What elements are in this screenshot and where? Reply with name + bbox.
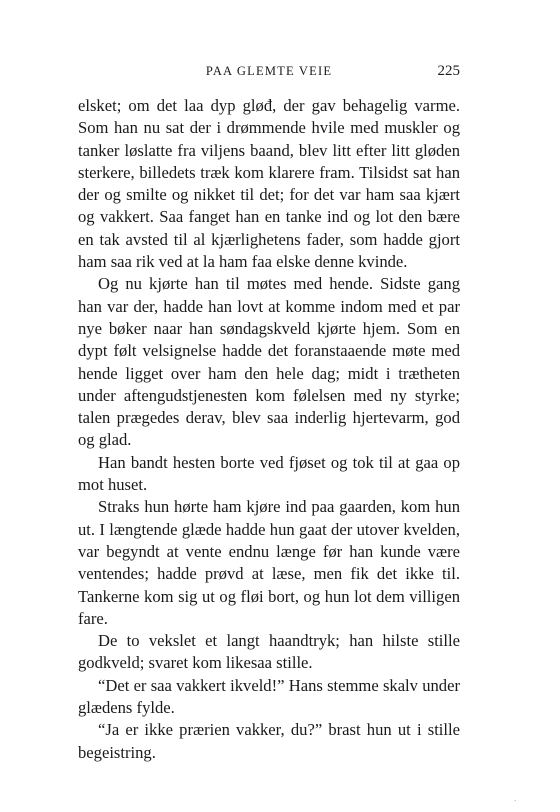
paragraph: “Ja er ikke prærien vakker, du?” brast hun ut i stille begeistring. — [78, 720, 460, 762]
page-number: 225 — [437, 63, 460, 79]
running-head — [78, 60, 460, 82]
paragraph: De to vekslet et langt haandtryk; han hilste stille godkveld; svaret kom likesaa stille. — [78, 631, 460, 673]
paragraph: Straks hun hørte ham kjøre ind paa gaarden, kom hun ut. I længtende glæde hadde hun gaat der utover kvelden, var begyndt at vente endnu længe før han kunde være ventendes; hadde prøvd at læse, men fik det ikke til. Tankerne kom sig ut og fløi bort, og hun lot dem villigen fare. — [78, 497, 460, 628]
paragraph: Han bandt hesten borte ved fjøset og tok til at gaa op mot huset. — [78, 452, 460, 495]
running-title: PAA GLEMTE VEIE — [205, 64, 333, 78]
body-text — [78, 95, 460, 764]
paragraph: Og nu kjørte han til møtes med hende. Sidste gang han var der, hadde han lovt at komme indom med et par nye bøker naar han søndagskveld kjørte hjem. Som en dypt følt velsignelse hadde det foranstaaende møte med hende ligget over ham den hele dag; midt i trætheten under aftengudstjenesten kom følelsen med ny styrke; talen prægedes derav, blev saa inderlig hjertevarm, god og glad. — [78, 274, 460, 450]
paragraph: “Det er saa vakkert ikveld!” Hans stemme skalv under glædens fylde. — [78, 675, 460, 718]
scan-speck: · — [511, 796, 520, 805]
paragraph: elsket; om det laa dyp gløđ, der gav behagelig varme. Som han nu sat der i drømmende hvile med muskler og tanker løslatte fra viljens baand, blev litt efter litt gløden sterkere, billedets træk kom klarere fram. Tilsidst sat han der og smilte og nikket til det; for det var ham saa kjært og vakkert. Saa fanget han en tanke ind og lot den bære en tak avsted til al kjærlighetens fader, som hadde gjort ham saa rik ved at la ham faa elske denne kvinde. — [78, 96, 460, 272]
